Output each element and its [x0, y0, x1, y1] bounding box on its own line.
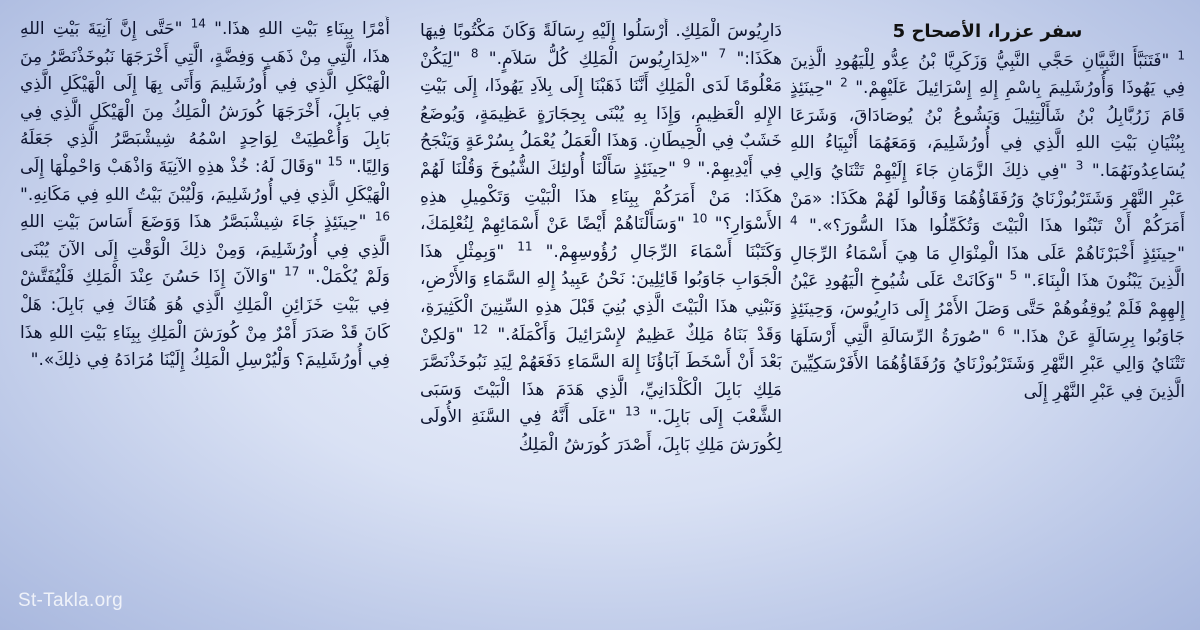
- verse-text: "وَلكِنْ بَعْدَ أَنْ أَسْخَطَ آبَاؤُنَا إِلهَ السَّمَاءِ دَفَعَهُمْ لِيَدِ نَبُوخَذْنَصَّرَ مَلِكِ بَابِلَ الْكَلْدَانِيِّ، الَّذِي هَدَمَ هذَا الْبَيْتَ وَسَبَى الشَّعْبَ إِلَى بَابِلَ.": [420, 324, 782, 428]
- right-column-body: [790, 48, 1185, 407]
- verse-text: "وَكَانَتْ عَلَى شُيُوخِ الْيَهُودِ عَيْنُ إِلهِهِمْ فَلَمْ يُوقِفُوهُمْ حَتَّى وَصَلَ الأَمْرُ إِلَى دَارِيُوسَ، وَحِينَئِذٍ جَاوَبُوا بِرِسَالَةٍ عَنْ هذَا.": [790, 271, 1185, 347]
- verse-text: "وَسَأَلْنَاهُمْ أَيْضًا عَنْ أَسْمَائِهِمْ لِنُعْلِمَكَ، وَكَتَبْنَا أَسْمَاءَ الرِّجَالِ رُؤُوسِهِمْ.": [420, 214, 782, 262]
- verse-text: "لِيَكُنْ مَعْلُومًا لَدَى الْمَلِكِ أَنَّنَا ذَهَبْنَا إِلَى بِلاَدِ يَهُوذَا، إِلَى بَيْتِ الإِلهِ الْعَظِيمِ، وَإِذَا بِهِ يُبْنَى بِحِجَارَةٍ عَظِيمَةٍ، وَيُوضَعُ خَشَبٌ فِي الْحِيطَانِ. وَهذَا الْعَمَلُ يُعْمَلُ بِسُرْعَةٍ وَيَنْجَحُ فِي أَيْدِيهِمْ.": [420, 48, 782, 179]
- verse-number: 12: [472, 321, 489, 336]
- middle-column: [420, 18, 782, 606]
- verse-number: 10: [692, 211, 708, 226]
- verse-text: "وَقَالَ لَهُ: خُذْ هذِهِ الآنِيَةَ وَاذْهَبْ وَاحْمِلْهَا إِلَى الْهَيْكَلِ الَّذِي فِي أُورُشَلِيمَ، وَلْيُبْنَ بَيْتُ اللهِ فِي مَكَانِهِ.": [20, 156, 390, 205]
- verse-text: "حِينَئِذٍ قَامَ زَرُبَّابِلُ بْنُ شَأَلْتِئِيلَ وَيَشُوعُ بْنُ يُوصَادَاقَ، وَشَرَعَا بِبُنْيَانِ بَيْتِ اللهِ الَّذِي فِي أُورُشَلِيمَ، وَمَعَهُمَا أَنْبِيَاءُ اللهِ يُسَاعِدُونَهُمَا.": [790, 78, 1185, 181]
- page-title: سفر عزرا، الأصحاح 5: [892, 21, 1083, 42]
- verse: [20, 154, 390, 205]
- verse-number: 1: [1177, 47, 1185, 62]
- verse-number: 7: [718, 45, 727, 60]
- verse-text: "عَلَى أَنَّهُ فِي السَّنَةِ الأُولَى لِكُورَشَ مَلِكِ بَابِلَ، أَصْدَرَ كُورَشُ الْمَلِكُ: [420, 407, 782, 455]
- verse-text: دَارِيُوسَ الْمَلِكِ. أَرْسَلُوا إِلَيْهِ رِسَالَةً وَكَانَ مَكْتُوبًا فِيهَا هكَذَا:": [420, 21, 782, 69]
- left-column-body: [20, 16, 390, 375]
- verse-text: "فَتَنَبَّأَ النَّبِيَّانِ حَجَّي النَّبِيُّ وَزَكَرِيَّا بْنُ عِدُّو لِلْيَهُودِ الَّذِينَ فِي يَهُوذَا وَأُورُشَلِيمَ بِاسْمِ إِلهِ إِسْرَائِيلَ عَلَيْهِمْ.": [790, 50, 1185, 99]
- verse-text: "حَتَّى إِنَّ آنِيَةَ بَيْتِ اللهِ هذَا، الَّتِي مِنْ ذَهَبٍ وَفِضَّةٍ، الَّتِي أَخْرَجَهَا نَبُوخَذْنَصَّرُ مِنَ الْهَيْكَلِ الَّذِي فِي أُورُشَلِيمَ وَأَتَى بِهَا إِلَى الْهَيْكَلِ الَّذِي فِي بَابِلَ، أَخْرَجَهَا كُورَشُ الْمَلِكُ مِنَ الْهَيْكَلِ الَّذِي فِي بَابِلَ وَأُعْطِيَتْ لِوَاحِدٍ اسْمُهُ شِيشْبَصَّرُ الَّذِي جَعَلَهُ وَالِيًا.": [20, 19, 390, 177]
- verse-text: "صُورَةُ الرِّسَالَةِ الَّتِي أَرْسَلَهَا تَتْنَايُ وَالِي عَبْرِ النَّهْرِ وَشَتَرْبُوزْنَايُ وَرُفَقَاؤُهُمَا الأَفَرْسَكِيِّينَ الَّذِينَ فِي عَبْرِ النَّهْرِ إِلَى: [790, 326, 1185, 402]
- verse-text: "وَبِمِثْلِ هذَا الْجَوَابِ جَاوَبُوا قَائِلِينَ: نَحْنُ عَبِيدُ إِلهِ السَّمَاءِ وَالأَرْضِ، وَنَبْنِي هذَا الْبَيْتَ الَّذِي بُنِيَ قَبْلَ هذِهِ السِّنِينَ الْكَثِيرَةِ، وَقَدْ بَنَاهُ مَلِكٌ عَظِيمٌ لإِسْرَائِيلَ وَأَكْمَلَهُ.": [420, 241, 782, 345]
- verse-text: "فِي ذلِكَ الزَّمَانِ جَاءَ إِلَيْهِمْ تَتْنَايُ وَالِي عَبْرِ النَّهْرِ وَشَتَرْبُوزْنَايُ وَرُفَقَاؤُهُمَا وَقَالُوا لَهُمْ هكَذَا: «مَنْ أَمَرَكُمْ أَنْ تَبْنُوا هذَا الْبَيْتَ وَتُكَمِّلُوا هذَا السُّورَ؟».": [790, 160, 1185, 237]
- verse-number: 8: [470, 45, 479, 60]
- right-column: [790, 18, 1185, 606]
- verse-text: أَمْرًا بِبِنَاءِ بَيْتِ اللهِ هذَا.": [214, 19, 390, 39]
- left-column: [20, 16, 390, 606]
- verse-number: 6: [997, 323, 1005, 338]
- verse: [478, 45, 727, 69]
- verse-number: 5: [1009, 268, 1018, 283]
- verse-number: 9: [682, 156, 691, 171]
- verse-number: 16: [374, 209, 390, 224]
- verse: [790, 47, 1185, 99]
- verse-text: "حِينَئِذٍ أَخْبَرْنَاهُمْ عَلَى هذَا الْمِنْوَالِ مَا هِيَ أَسْمَاءُ الرِّجَالِ الَّذِينَ يَبْنُونَ هذَا الْبِنَاءَ.": [790, 243, 1185, 292]
- verse-number: 15: [327, 154, 343, 169]
- verse-number: 11: [517, 239, 533, 254]
- site-watermark: St-Takla.org: [18, 590, 123, 611]
- verse-number: 3: [1075, 158, 1084, 173]
- verse-text: "وَالآنَ إِذَا حَسُنَ عِنْدَ الْمَلِكِ فَلْيُفَتَّشْ فِي بَيْتِ خَزَائِنِ الْمَلِكِ الَّذِي هُوَ هُنَاكَ فِي بَابِلَ: هَلْ كَانَ قَدْ صَدَرَ أَمْرٌ مِنْ كُورَشَ الْمَلِكِ بِبِنَاءِ بَيْتِ اللهِ هذَا فِي أُورُشَلِيمَ؟ وَلْيُرْسِلِ الْمَلِكُ إِلَيْنَا مُرَادَهُ فِي ذلِكَ».": [20, 267, 390, 371]
- verse: [206, 19, 390, 39]
- verse-number: 4: [790, 213, 798, 228]
- verse-text: "حِينَئِذٍ سَأَلْنَا أُولئِكَ الشُّيُوخَ وَقُلْنَا لَهُمْ هكَذَا: مَنْ أَمَرَكُمْ بِبِنَاءِ هذَا الْبَيْتِ وَتَكْمِيلِ هذِهِ الأَسْوَارِ؟": [420, 158, 782, 235]
- verse-number: 17: [284, 264, 300, 279]
- verse-number: 2: [840, 75, 848, 90]
- verse-text: "«لِدَارِيُوسَ الْمَلِكِ كُلُّ سَلاَمٍ.": [488, 48, 709, 69]
- middle-column-body: [420, 18, 782, 460]
- verse-number: 14: [190, 16, 206, 31]
- verse-number: 13: [624, 404, 641, 419]
- verse-text: "حِينَئِذٍ جَاءَ شِيشْبَصَّرُ هذَا وَوَضَعَ أَسَاسَ بَيْتِ اللهِ الَّذِي فِي أُورُشَلِيمَ، وَمِنْ ذلِكَ الْوَقْتِ إِلَى الآنَ يُبْنَى وَلَمْ يُكْمَلْ.": [20, 212, 390, 288]
